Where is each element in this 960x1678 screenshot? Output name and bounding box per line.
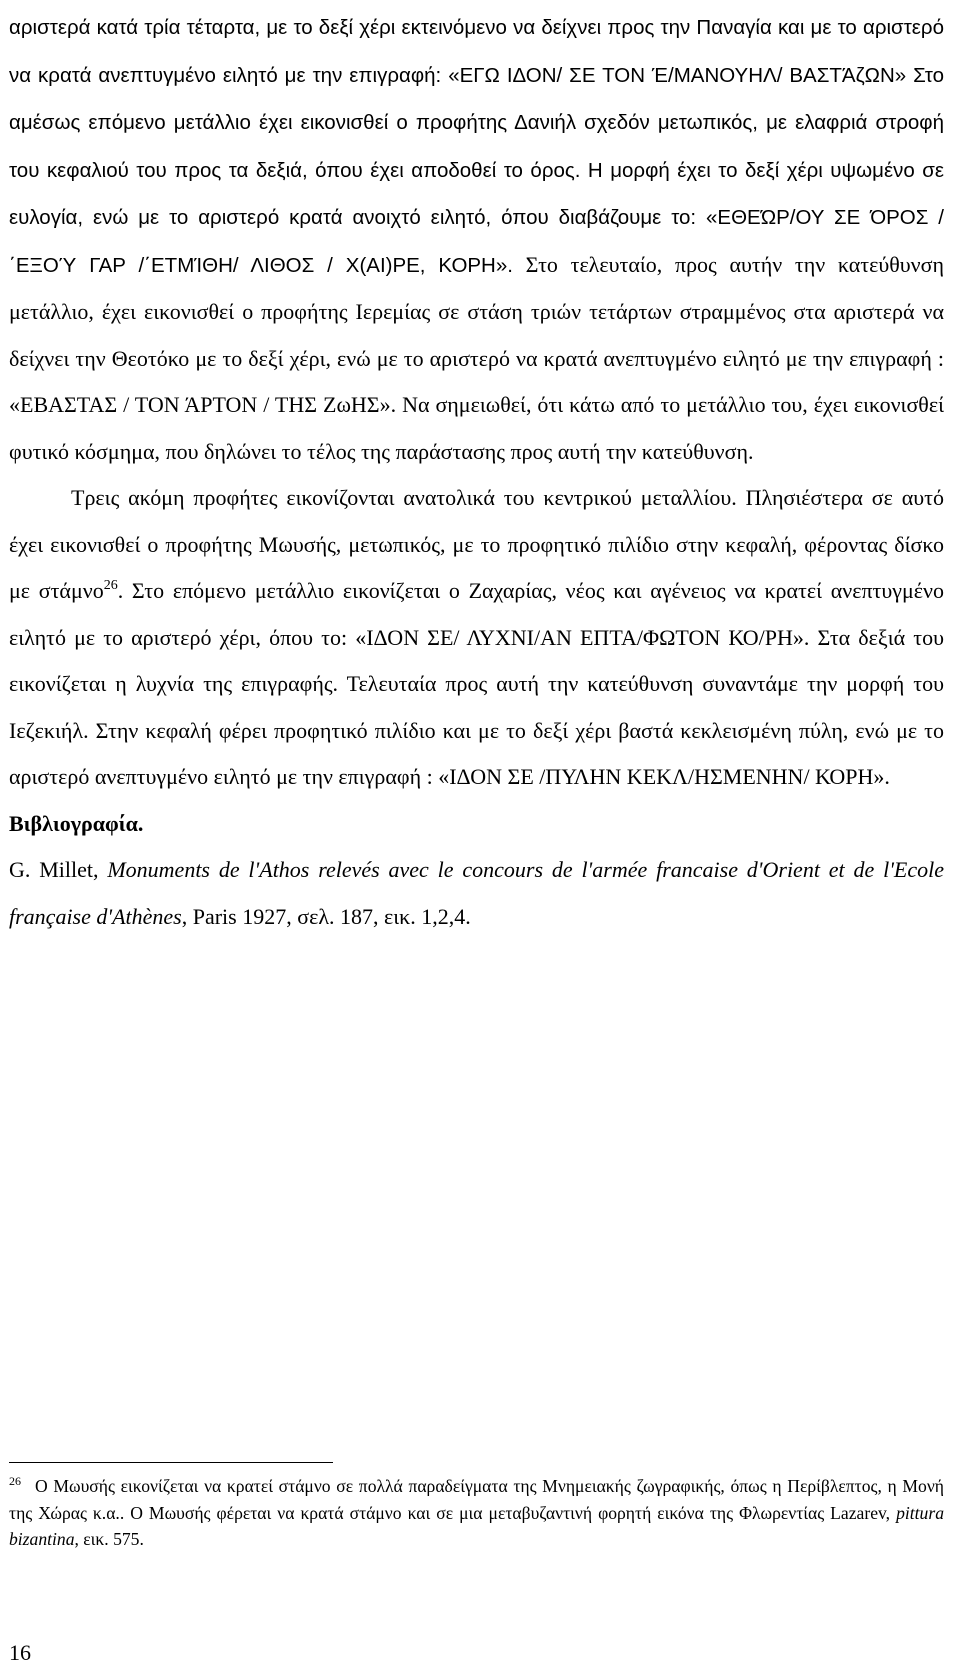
paragraph-text: Να σημειωθεί, ότι κάτω από το μετάλλιο του, έχει εικονισθεί φυτικό κόσμημα, που δηλώνει το τέλος της παράστασης προς αυτή την κατεύθυνση. — [9, 392, 945, 464]
reference-details: , Paris 1927, σελ. 187, εικ. 1,2,4. — [181, 903, 471, 929]
bibliography-entry — [9, 847, 944, 940]
paragraph-prophets-east — [9, 475, 944, 801]
paragraph-text: . Στο επόμενο μετάλλιο εικονίζεται ο Ζαχαρίας, νέος και αγένειος να κρατεί ανεπτυγμένο ειλητό με το αριστερό χέρι, όπου το: «ΙΔΟΝ ΣΕ/ ΛΥΧΝΙ/ΑΝ ΕΠΤΑ/ΦΩΤΟΝ ΚΟ/ΡΗ». Στα δεξιά του εικονίζεται η λυχνία της επιγραφής. Τελευταία προς αυτή την κατεύθυνση συναντάμε την μορφή του Ιεζεκιήλ. Στην κεφαλή φέρει προφητικό πιλίδιο και με το δεξί χέρι βαστά κεκλεισμένη πύλη, ενώ με το αριστερό ανεπτυγμένο ειλητό με την επιγραφή : «ΙΔΟΝ ΣΕ /ΠΥΛΗΝ ΚΕΚΛ/ΗΣΜΕΝΗΝ/ ΚΟΡΗ». — [9, 578, 944, 789]
paragraph-text: αριστερά κατά τρία τέταρτα, με το δεξί χέρι εκτεινόμενο να δείχνει προς την Παναγία και με το αριστερό να κρατά ανεπτυγμένο ειλητό με την επιγραφή: «ΕΓΩ ΙΔΟΝ/ ΣΕ ΤΟΝ Έ/ΜΑΝΟΥΗΛ/ ΒΑΣΤΆζΩΝ» Στο αμέσως επόμενο μετάλλιο έχει εικονισθεί ο προφήτης Δανιήλ σχεδόν μετωπικός, με ελαφριά στροφή του κεφαλιού του προς τα δεξιά, όπου έχει αποδοθεί το όρος. Η μορφή έχει το δεξί χέρι υψωμένο σε ευλογία, ενώ με το αριστερό κρατά ανοιχτό ειλητό, όπου διαβάζουμε το: «ΕΘΕΏΡ/ΟΥ ΣΕ ΌΡΟΣ /΄ΕΞΟΎ ΓΑΡ /΄ΕΤΜΊΘΗ/ ΛΙΘΟΣ / Χ(ΑΙ)ΡΕ, ΚΟΡΗ». — [9, 16, 944, 277]
footnote-italic-title: pittura bizantina — [9, 1502, 944, 1549]
footnote-number: 26 — [9, 1474, 21, 1488]
footnote-text: Ο Μωυσής εικονίζεται να κρατεί στάμνο σε πολλά παραδείγματα της Μνημειακής ζωγραφικής, όπως η Περίβλεπτος, η Μονή της Χώρας κ.α.. Ο Μωυσής φέρεται να κρατά στάμνο και σε μια μεταβυζαντινή φορητή εικόνα της Φλωρεντίας Lazarev, — [9, 1476, 944, 1523]
paragraph-prophets-west — [9, 4, 944, 475]
reference-author: G. Millet, — [9, 857, 108, 882]
paragraph-text: Στο τελευταίο, προς αυτήν την κατεύθυνση μετάλλιο, έχει εικονισθεί ο προφήτης Ιερεμίας σε στάση τριών τετάρτων στραμμένος στα αριστερά να δείχνει την Θεοτόκο με το δεξί χέρι, ενώ με το αριστερό να κρατά ανεπτυγμένο ειλητό με την επιγραφή : «ΕΒΑΣΤΑΣ / ΤΟΝ ΆΡΤΟΝ / ΤΗΣ ΖωΗΣ». — [9, 251, 944, 417]
footnote-reference[interactable]: 26 — [103, 578, 118, 593]
paragraph-text: Τρεις ακόμη προφήτες εικονίζονται ανατολικά του κεντρικού μεταλλίου. Πλησιέστερα σε αυτό έχει εικονισθεί ο προφήτης Μωυσής, μετωπικός, με το προφητικό πιλίδιο στην κεφαλή, φέροντας δίσκο με στάμνο — [9, 485, 944, 603]
reference-title: Monuments de l'Athos relevés avec le concours de l'armée francaise d'Orient et de l'Ecole française d'Athènes — [9, 857, 944, 929]
footnote-separator — [9, 1462, 333, 1463]
bibliography-heading: Βιβλιογραφία. — [9, 810, 144, 836]
page-number: 16 — [9, 1640, 31, 1665]
body-text — [9, 4, 944, 940]
footnote-text-end: , εικ. 575. — [74, 1529, 144, 1549]
footnote — [9, 1473, 944, 1553]
footnote-26 — [9, 1473, 944, 1553]
